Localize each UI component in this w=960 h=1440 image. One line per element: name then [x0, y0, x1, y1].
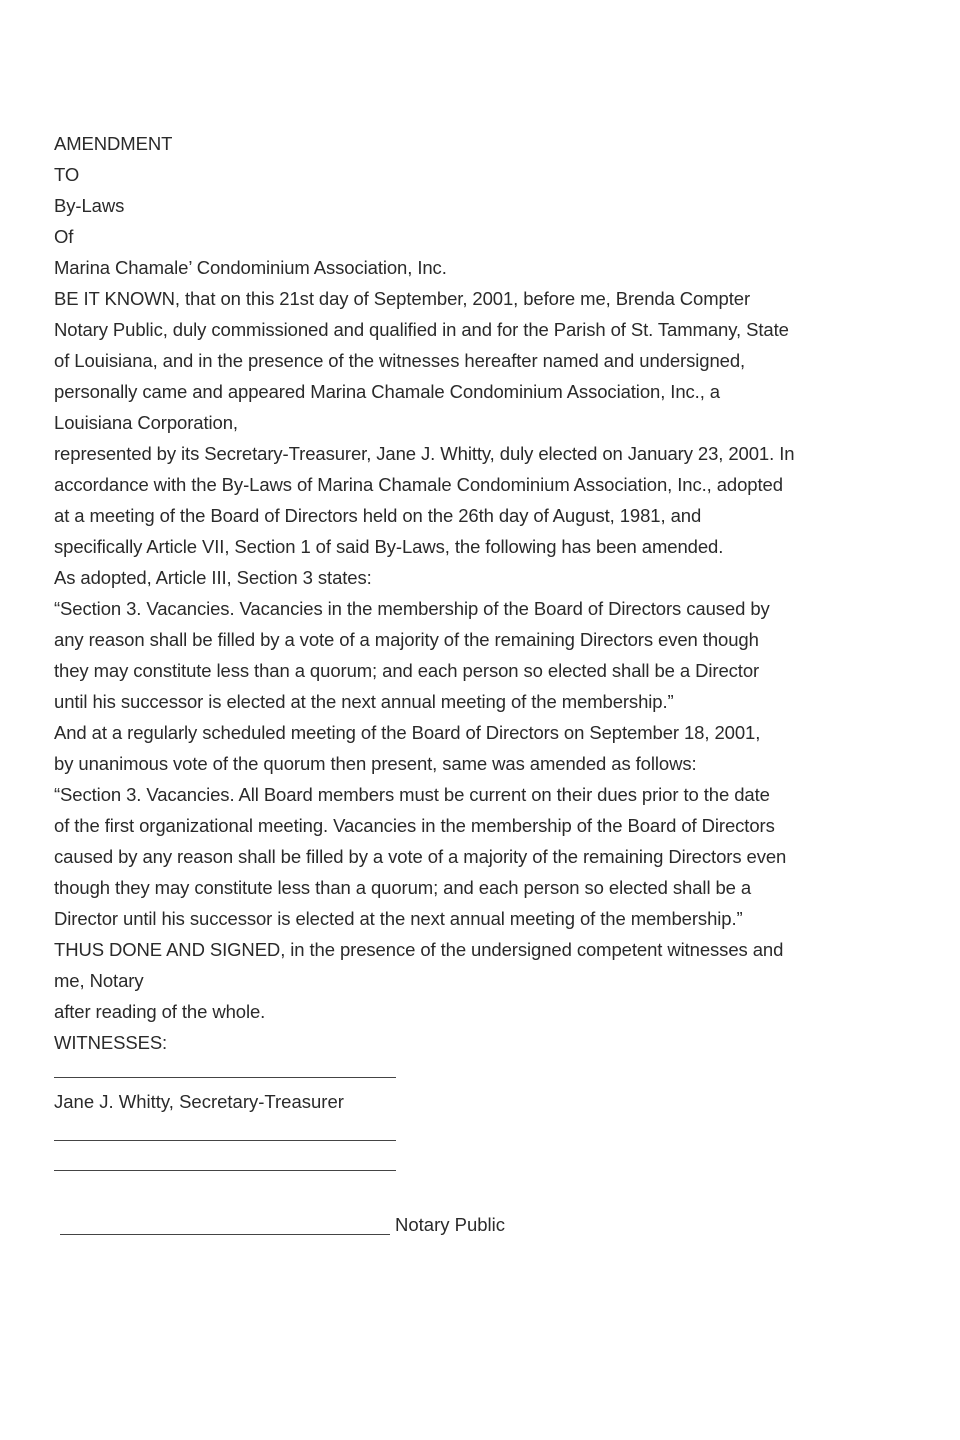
notary-public-label: Notary Public	[395, 1214, 506, 1235]
title-bylaws: By-Laws	[54, 195, 125, 216]
body-line: caused by any reason shall be filled by a vote of a majority of the remaining Directors even	[54, 846, 787, 867]
body-line: at a meeting of the Board of Directors held on the 26th day of August, 1981, and	[54, 505, 702, 526]
body-line: Louisiana Corporation,	[54, 412, 238, 433]
body-line: THUS DONE AND SIGNED, in the presence of the undersigned competent witnesses and	[54, 939, 784, 960]
body-line: specifically Article VII, Section 1 of said By-Laws, the following has been amended.	[54, 536, 724, 557]
body-line: accordance with the By-Laws of Marina Chamale Condominium Association, Inc., adopted	[54, 474, 783, 495]
body-line: personally came and appeared Marina Chamale Condominium Association, Inc., a	[54, 381, 720, 402]
body-line: of the first organizational meeting. Vacancies in the membership of the Board of Directors	[54, 815, 775, 836]
body-line: represented by its Secretary-Treasurer, Jane J. Whitty, duly elected on January 23, 2001. In	[54, 443, 795, 464]
body-line: any reason shall be filled by a vote of a majority of the remaining Directors even though	[54, 629, 759, 650]
title-association: Marina Chamale’ Condominium Association, Inc.	[54, 257, 447, 278]
notary-signature-line	[60, 1234, 390, 1235]
body-line: until his successor is elected at the next annual meeting of the membership.”	[54, 691, 674, 712]
body-line: me, Notary	[54, 970, 144, 991]
body-line: As adopted, Article III, Section 3 states:	[54, 567, 372, 588]
document-body	[54, 128, 934, 1058]
title-amendment: AMENDMENT	[54, 133, 173, 154]
body-line: Notary Public, duly commissioned and qualified in and for the Parish of St. Tammany, State	[54, 319, 789, 340]
title-of: Of	[54, 226, 74, 247]
body-line: BE IT KNOWN, that on this 21st day of September, 2001, before me, Brenda Compter	[54, 288, 751, 309]
body-line: by unanimous vote of the quorum then present, same was amended as follows:	[54, 753, 697, 774]
witnesses-heading: WITNESSES:	[54, 1032, 168, 1053]
body-line: though they may constitute less than a quorum; and each person so elected shall be a	[54, 877, 752, 898]
secretary-treasurer-label: Jane J. Whitty, Secretary-Treasurer	[54, 1091, 344, 1112]
body-line: they may constitute less than a quorum; and each person so elected shall be a Director	[54, 660, 760, 681]
body-line: “Section 3. Vacancies. Vacancies in the membership of the Board of Directors caused by	[54, 598, 770, 619]
body-line: And at a regularly scheduled meeting of the Board of Directors on September 18, 2001,	[54, 722, 761, 743]
body-line: Director until his successor is elected at the next annual meeting of the membership.”	[54, 908, 743, 929]
witness-signature-line-3	[54, 1170, 396, 1171]
body-line: of Louisiana, and in the presence of the witnesses hereafter named and undersigned,	[54, 350, 746, 371]
witness-signature-line-1	[54, 1077, 396, 1078]
body-line: “Section 3. Vacancies. All Board members must be current on their dues prior to the date	[54, 784, 770, 805]
title-to: TO	[54, 164, 80, 185]
body-line: after reading of the whole.	[54, 1001, 266, 1022]
witness-signature-line-2	[54, 1140, 396, 1141]
